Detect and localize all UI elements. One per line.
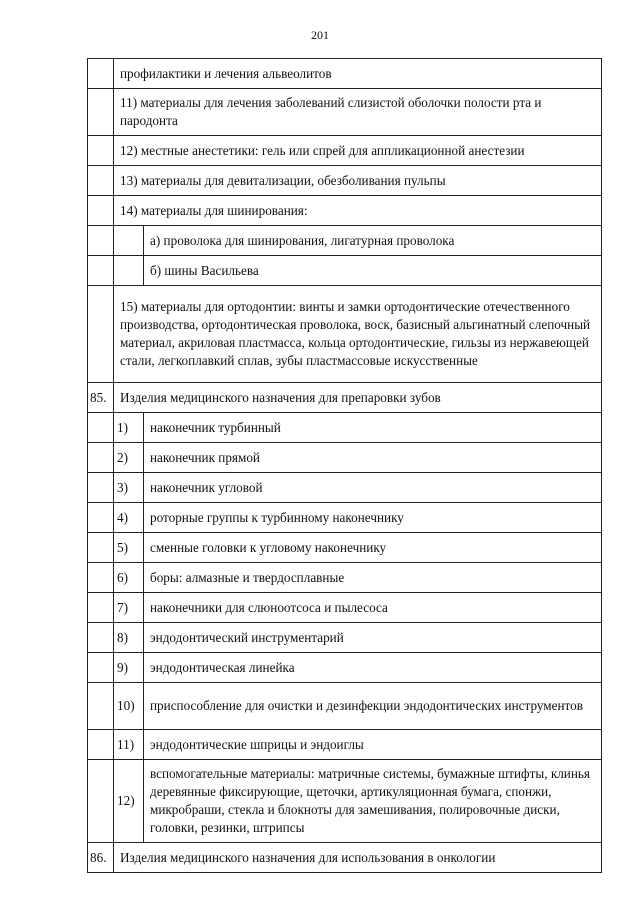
row-text: профилактики и лечения альвеолитов bbox=[114, 59, 602, 89]
page-number: 201 bbox=[311, 28, 329, 42]
section-title: Изделия медицинского назначения для препаровки зубов bbox=[114, 383, 602, 413]
table-row bbox=[88, 683, 602, 730]
num-cell bbox=[88, 226, 114, 256]
table-row bbox=[88, 413, 602, 443]
table-row bbox=[88, 59, 602, 89]
num-cell bbox=[88, 653, 114, 683]
item-text: боры: алмазные и твердосплавные bbox=[144, 563, 602, 593]
table-row bbox=[88, 136, 602, 166]
item-text: наконечник прямой bbox=[144, 443, 602, 473]
item-text: вспомогательные материалы: матричные системы, бумажные штифты, клинья деревянные фиксирующие, щеточки, артикуляционная бумага, спонжи, микробраши, стекла и блокноты для замешивания, полировочные диски, головки, резинки, штрипсы bbox=[144, 760, 602, 843]
item-text: эндодонтический инструментарий bbox=[144, 623, 602, 653]
num-cell bbox=[88, 683, 114, 730]
item-number: 8) bbox=[114, 623, 144, 653]
num-cell bbox=[88, 730, 114, 760]
item-text: эндодонтические шприцы и эндоиглы bbox=[144, 730, 602, 760]
item-number: 5) bbox=[114, 533, 144, 563]
num-cell bbox=[88, 136, 114, 166]
item-number: 3) bbox=[114, 473, 144, 503]
row-text: 12) местные анестетики: гель или спрей для аппликационной анестезии bbox=[114, 136, 602, 166]
num-cell bbox=[88, 503, 114, 533]
row-text: а) проволока для шинирования, лигатурная проволока bbox=[144, 226, 602, 256]
item-text: наконечник турбинный bbox=[144, 413, 602, 443]
item-number: 1) bbox=[114, 413, 144, 443]
num-cell bbox=[88, 533, 114, 563]
item-number: 2) bbox=[114, 443, 144, 473]
table-row bbox=[88, 503, 602, 533]
item-text: наконечники для слюноотсоса и пылесоса bbox=[144, 593, 602, 623]
table-row bbox=[88, 226, 602, 256]
section-number: 86. bbox=[88, 843, 114, 873]
table-row bbox=[88, 760, 602, 843]
item-number: 12) bbox=[114, 760, 144, 843]
item-number: 6) bbox=[114, 563, 144, 593]
sub-num-cell bbox=[114, 256, 144, 286]
section-title: Изделия медицинского назначения для использования в онкологии bbox=[114, 843, 602, 873]
item-text: наконечник угловой bbox=[144, 473, 602, 503]
row-text: 11) материалы для лечения заболеваний слизистой оболочки полости рта и пародонта bbox=[114, 89, 602, 136]
num-cell bbox=[88, 89, 114, 136]
num-cell bbox=[88, 623, 114, 653]
num-cell bbox=[88, 563, 114, 593]
table-row bbox=[88, 533, 602, 563]
table-row bbox=[88, 166, 602, 196]
table-row bbox=[88, 443, 602, 473]
num-cell bbox=[88, 760, 114, 843]
num-cell bbox=[88, 256, 114, 286]
num-cell bbox=[88, 413, 114, 443]
table-row bbox=[88, 563, 602, 593]
item-number: 10) bbox=[114, 683, 144, 730]
num-cell bbox=[88, 59, 114, 89]
table-row bbox=[88, 256, 602, 286]
row-text: 15) материалы для ортодонтии: винты и замки ортодонтические отечественного производства, ортодонтическая проволока, воск, базисный альгинатный слепочный материал, акриловая пластмасса, кольца ортодонтические, гильзы из нержавеющей стали, легкоплавкий сплав, зубы пластмассовые искусственные bbox=[114, 286, 602, 383]
item-text: роторные группы к турбинному наконечнику bbox=[144, 503, 602, 533]
num-cell bbox=[88, 593, 114, 623]
row-text: б) шины Васильева bbox=[144, 256, 602, 286]
num-cell bbox=[88, 196, 114, 226]
item-number: 9) bbox=[114, 653, 144, 683]
num-cell bbox=[88, 166, 114, 196]
table-row bbox=[88, 196, 602, 226]
num-cell bbox=[88, 286, 114, 383]
table-row bbox=[88, 730, 602, 760]
section-header-row bbox=[88, 383, 602, 413]
item-text: приспособление для очистки и дезинфекции эндодонтических инструментов bbox=[144, 683, 602, 730]
row-text: 13) материалы для девитализации, обезболивания пульпы bbox=[114, 166, 602, 196]
item-number: 7) bbox=[114, 593, 144, 623]
row-text: 14) материалы для шинирования: bbox=[114, 196, 602, 226]
num-cell bbox=[88, 443, 114, 473]
table-row bbox=[88, 89, 602, 136]
document-table bbox=[87, 58, 602, 873]
section-header-row bbox=[88, 843, 602, 873]
item-text: эндодонтическая линейка bbox=[144, 653, 602, 683]
num-cell bbox=[88, 473, 114, 503]
table-body bbox=[88, 59, 602, 873]
item-number: 4) bbox=[114, 503, 144, 533]
section-number: 85. bbox=[88, 383, 114, 413]
sub-num-cell bbox=[114, 226, 144, 256]
table-row bbox=[88, 623, 602, 653]
item-text: сменные головки к угловому наконечнику bbox=[144, 533, 602, 563]
table-row bbox=[88, 593, 602, 623]
item-number: 11) bbox=[114, 730, 144, 760]
table-row bbox=[88, 653, 602, 683]
table-row bbox=[88, 286, 602, 383]
table-row bbox=[88, 473, 602, 503]
